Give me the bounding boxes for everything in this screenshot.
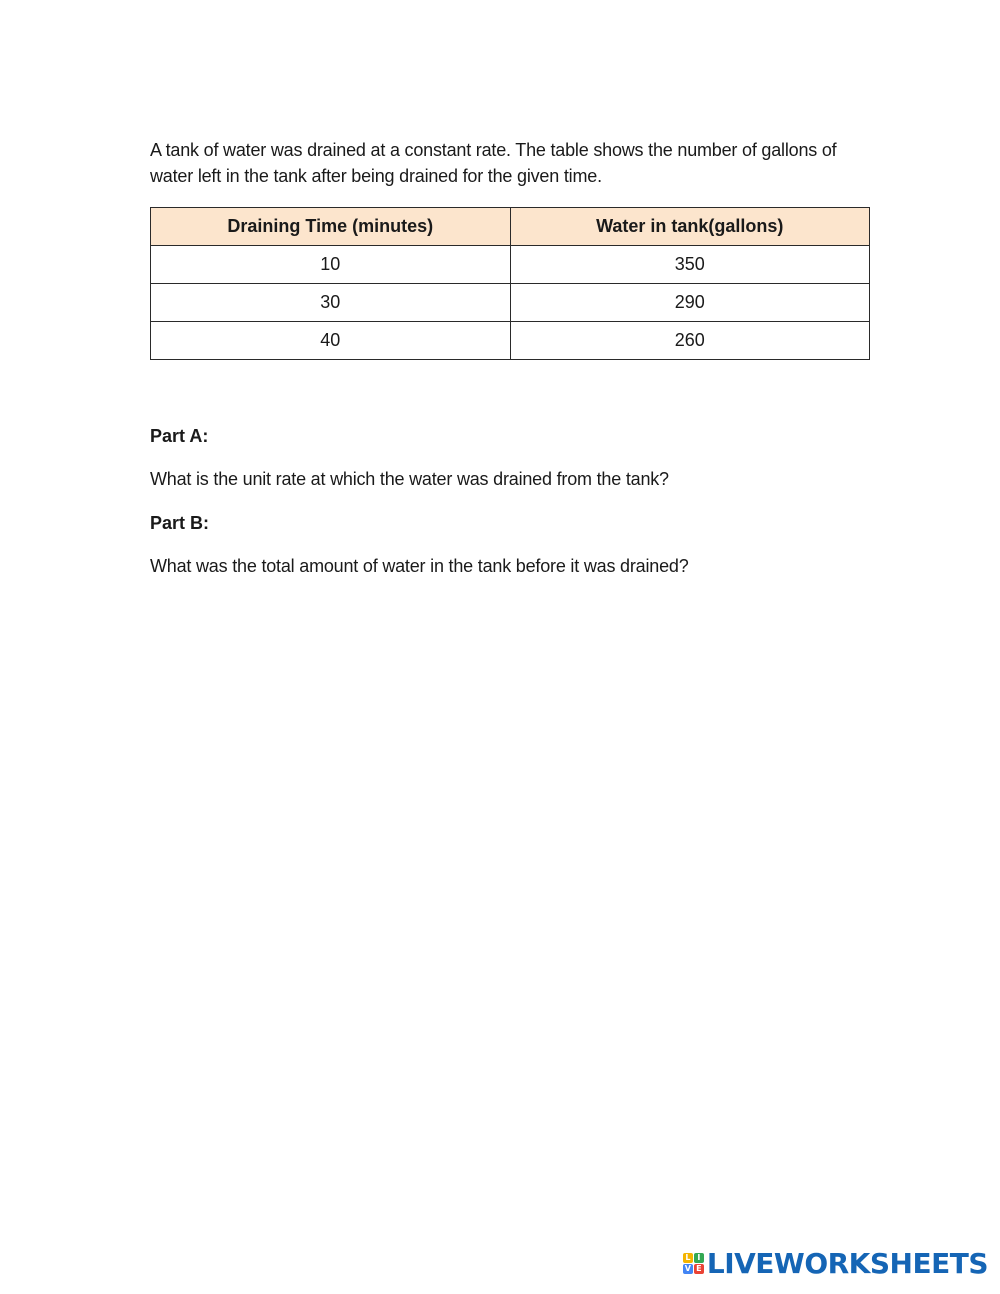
cell-water: 350 <box>510 246 870 284</box>
part-a-label: Part A: <box>150 426 209 446</box>
logo-mark-letter: V <box>684 1264 691 1273</box>
logo-mark-letter: L <box>683 1253 693 1263</box>
table-header-row <box>151 208 870 246</box>
table-row <box>151 246 870 284</box>
part-b-label: Part B: <box>150 513 210 533</box>
logo-mark-letter: E <box>694 1264 704 1274</box>
column-header-time: Draining Time (minutes) <box>151 208 511 246</box>
part-a-question: What is the unit rate at which the water was drained from the tank? <box>150 469 669 489</box>
cell-time: 30 <box>151 284 511 322</box>
data-table <box>150 207 870 360</box>
logo-mark-letter: I <box>694 1253 704 1263</box>
logo-mark-icon <box>683 1253 704 1274</box>
cell-water: 290 <box>510 284 870 322</box>
table-row <box>151 322 870 360</box>
cell-time: 10 <box>151 246 511 284</box>
table-row <box>151 284 870 322</box>
liveworksheets-logo <box>683 1247 988 1280</box>
cell-time: 40 <box>151 322 511 360</box>
cell-water: 260 <box>510 322 870 360</box>
logo-text: LIVEWORKSHEETS <box>706 1247 988 1280</box>
part-b-question: What was the total amount of water in the tank before it was drained? <box>150 556 689 576</box>
column-header-water: Water in tank(gallons) <box>510 208 870 246</box>
intro-paragraph: A tank of water was drained at a constant rate. The table shows the number of gallons of water left in the tank after being drained for the given time. <box>150 140 837 186</box>
